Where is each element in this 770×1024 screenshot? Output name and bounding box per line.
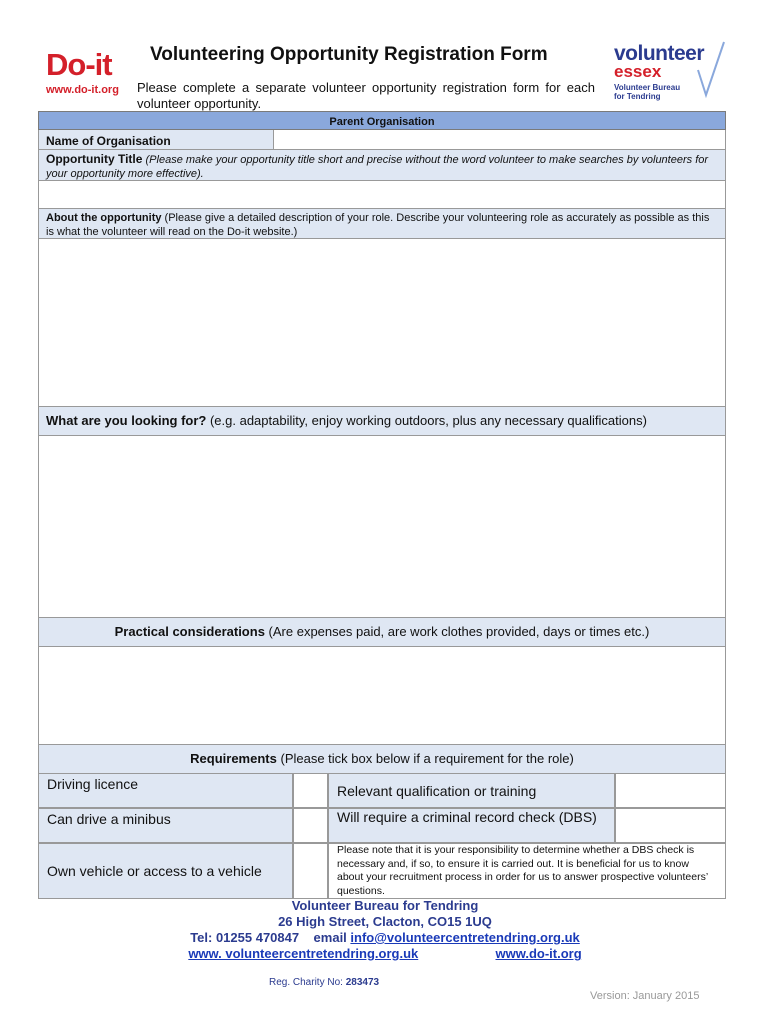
req-own-vehicle-label: Own vehicle or access to a vehicle [47, 863, 262, 879]
practical-label: Practical considerations [114, 624, 265, 639]
footer-websites [0, 946, 770, 962]
req-qualification-label: Relevant qualification or training [337, 783, 537, 799]
req-dbs-label: Will require a criminal record check (DBS) [337, 809, 597, 825]
doit-wordmark: Do-it [46, 47, 112, 82]
opp-title-hint: (Please make your opportunity title short and precise without the word volunteer to make searches by volunteers for your opportunity more effective). [46, 154, 709, 180]
about-hint: (Please give a detailed description of your role. Describe your volunteering role as accurately as possible as this is what the volunteer will read on the Do-it website.) [46, 212, 710, 238]
req-driving-licence-checkbox[interactable] [293, 774, 328, 808]
parent-organisation-label: Parent Organisation [329, 116, 435, 128]
ve-line2: essex [614, 62, 662, 81]
looking-hint: (e.g. adaptability, enjoy working outdoors, plus any necessary qualifications) [209, 413, 647, 428]
org-name-label-cell [38, 130, 274, 150]
requirements-hint: (Please tick box below if a requirement for the role) [280, 751, 574, 766]
footer-email-label: email [313, 930, 347, 945]
intro-text: Please complete a separate volunteer opportunity registration form for each volunteer opportunity. [137, 80, 595, 111]
looking-for-header [38, 407, 726, 436]
charity-number [269, 977, 379, 988]
req-dbs-checkbox[interactable] [615, 808, 726, 843]
req-minibus-label: Can drive a minibus [47, 811, 171, 827]
req-minibus [38, 808, 293, 843]
doit-logo [46, 48, 126, 96]
req-driving-licence-label: Driving licence [47, 776, 139, 792]
footer-web1-link[interactable]: www. volunteercentretendring.org.uk [188, 946, 419, 961]
looking-for-input[interactable] [38, 436, 726, 618]
org-name-label: Name of Organisation [46, 134, 171, 148]
opp-title-label: Opportunity Title [46, 152, 143, 166]
about-input[interactable] [38, 239, 726, 407]
dbs-note [328, 843, 726, 899]
charity-value: 283473 [345, 977, 380, 988]
version-text: Version: January 2015 [590, 990, 700, 1002]
page-title: Volunteering Opportunity Registration Form [150, 44, 548, 65]
footer-contact [0, 930, 770, 946]
req-dbs [328, 808, 615, 843]
opportunity-title-header [38, 150, 726, 181]
requirements-grid [38, 774, 726, 899]
ve-sub1: Volunteer Bureau [614, 83, 681, 92]
ve-sub2: for Tendring [614, 92, 661, 101]
footer-org: Volunteer Bureau for Tendring [291, 898, 479, 913]
org-name-input[interactable] [274, 130, 726, 150]
req-driving-licence [38, 774, 293, 808]
about-label: About the opportunity [46, 212, 162, 224]
dbs-note-text: Please note that it is your responsibility to determine whether a DBS check is necessary and, if so, to ensure it is carried out. It is beneficial for us to know about your recruitment process in order for us to answer prospective volunteers’ questions. [337, 844, 708, 897]
req-qualification-checkbox[interactable] [615, 774, 726, 808]
checkmark-icon [696, 40, 726, 100]
opportunity-title-input[interactable] [38, 181, 726, 209]
charity-label: Reg. Charity No: [269, 977, 343, 988]
req-own-vehicle-checkbox[interactable] [293, 843, 328, 899]
footer-web2-link[interactable]: www.do-it.org [495, 946, 582, 961]
practical-input[interactable] [38, 647, 726, 745]
volunteer-essex-logo [614, 44, 724, 101]
req-own-vehicle [38, 843, 293, 899]
looking-label: What are you looking for? [46, 413, 207, 428]
req-qualification [328, 774, 615, 808]
requirements-header [38, 745, 726, 774]
about-header [38, 209, 726, 239]
requirements-label: Requirements [190, 751, 277, 766]
req-minibus-checkbox[interactable] [293, 808, 328, 843]
footer-address: 26 High Street, Clacton, CO15 1UQ [278, 914, 492, 929]
practical-hint: (Are expenses paid, are work clothes provided, days or times etc.) [268, 624, 650, 639]
practical-header [38, 618, 726, 647]
ve-line1: volunteer [614, 42, 705, 65]
footer-tel: Tel: 01255 470847 [190, 930, 300, 945]
doit-url: www.do-it.org [46, 84, 119, 96]
organisation-row [38, 130, 726, 150]
parent-organisation-band [38, 111, 726, 130]
footer-email-link[interactable]: info@volunteercentretendring.org.uk [350, 930, 580, 945]
